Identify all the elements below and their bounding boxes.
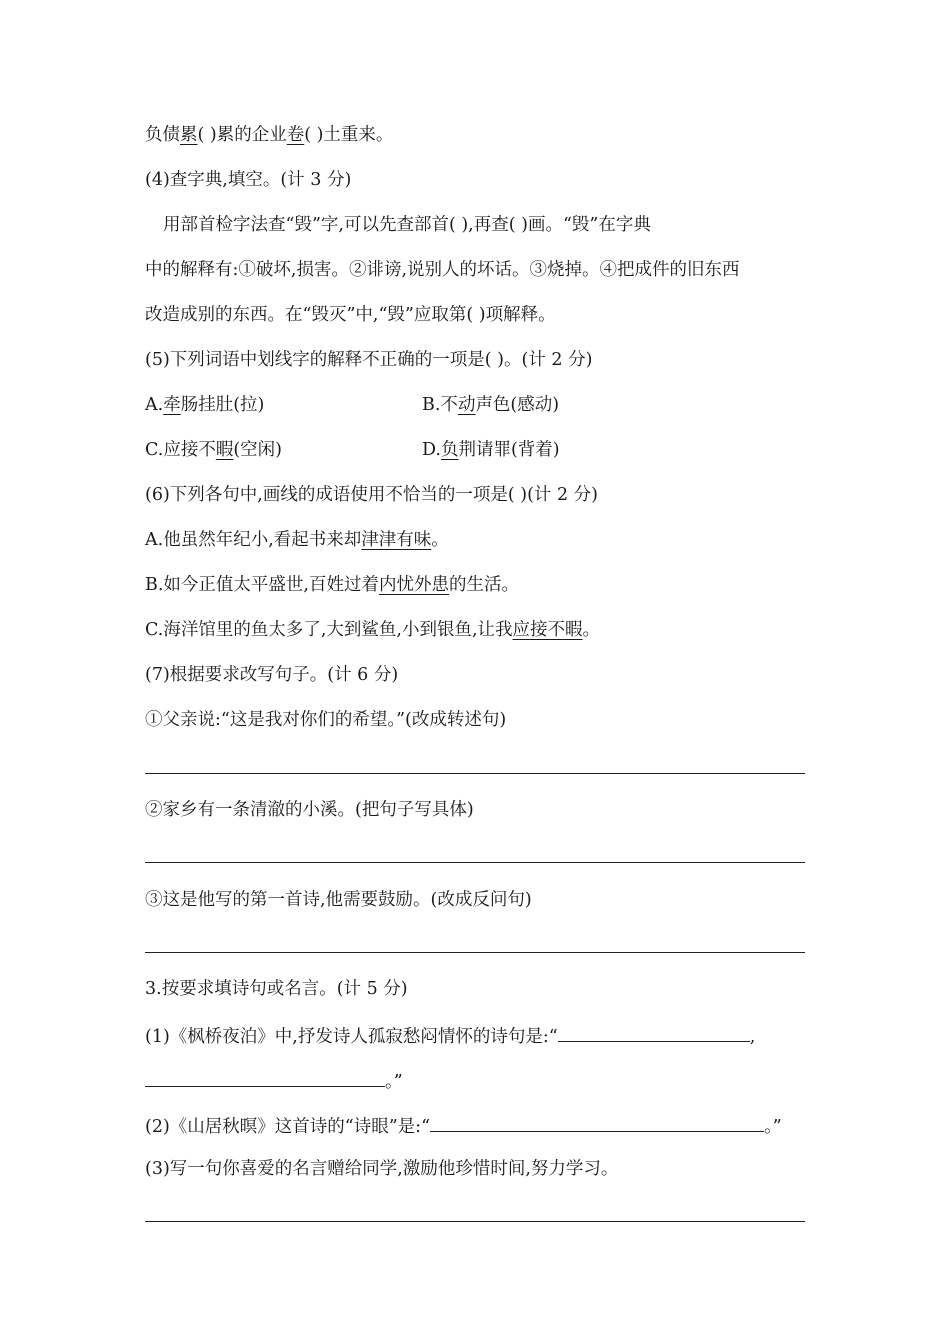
- underlined-char-lei: 累: [180, 125, 198, 145]
- answer-blank-lei[interactable]: ( )累的企业: [197, 125, 287, 145]
- s3-q1-line: (1)《枫桥夜泊》中,抒发诗人孤寂愁闷情怀的诗句是:“ ,: [145, 1021, 755, 1050]
- q6-option-a[interactable]: A.他虽然年纪小,看起书来却津津有味。: [145, 530, 449, 550]
- q6-option-c[interactable]: C.海洋馆里的鱼太多了,大到鲨鱼,小到银鱼,让我应接不暇。: [145, 620, 601, 640]
- q7-item3: ③这是他写的第一首诗,他需要鼓励。(改成反问句): [145, 890, 532, 910]
- q4-line2: 中的解释有:①破坏,损害。②诽谤,说别人的坏话。③烧掉。④把成件的旧东西: [145, 260, 740, 280]
- q4-line1: 用部首检字法查“毁”字,可以先查部首( ),再查( )画。“毁”在字典: [163, 215, 651, 235]
- q7-title: (7)根据要求改写句子。(计 6 分): [145, 665, 399, 685]
- poem-eye-blank[interactable]: [430, 1111, 764, 1132]
- q5-option-c[interactable]: C.应接不暇(空闲): [145, 440, 282, 460]
- s3-q3: (3)写一句你喜爱的名言赠给同学,激励他珍惜时间,努力学习。: [145, 1159, 619, 1179]
- section3-title: 3.按要求填诗句或名言。(计 5 分): [145, 979, 408, 999]
- q7-item1: ①父亲说:“这是我对你们的希望。”(改成转述句): [145, 710, 507, 730]
- q7-item2: ②家乡有一条清澈的小溪。(把句子写具体): [145, 800, 474, 820]
- q5-options-row2: [145, 437, 805, 463]
- q4-line3: 改造成别的东西。在“毁灭”中,“毁”应取第( )项解释。: [145, 305, 556, 325]
- q5-option-d[interactable]: D.负荆请罪(背着): [422, 440, 560, 460]
- q6-title: (6)下列各句中,画线的成语使用不恰当的一项是( )(计 2 分): [145, 485, 598, 505]
- q4-title: (4)查字典,填空。(计 3 分): [145, 170, 352, 190]
- poem-blank-2[interactable]: [145, 1066, 385, 1087]
- s3-q2-line: (2)《山居秋暝》这首诗的“诗眼”是:“ 。”: [145, 1111, 782, 1140]
- answer-line-3[interactable]: [145, 952, 805, 953]
- q5-option-b[interactable]: B.不动声色(感动): [422, 395, 560, 415]
- answer-line-1[interactable]: [145, 773, 805, 774]
- answer-line-motto[interactable]: [145, 1221, 805, 1222]
- answer-line-2[interactable]: [145, 862, 805, 863]
- q5-option-a[interactable]: A.牵肠挂肚(拉): [145, 395, 265, 415]
- answer-blank-juan[interactable]: ( )土重来。: [304, 125, 394, 145]
- s3-q1-line2: 。”: [145, 1066, 403, 1095]
- q5-title: (5)下列词语中划线字的解释不正确的一项是( )。(计 2 分): [145, 350, 593, 370]
- poem-blank-1[interactable]: [558, 1021, 750, 1042]
- q5-options-row1: [145, 392, 805, 418]
- q6-option-b[interactable]: B.如今正值太平盛世,百姓过着内忧外患的生活。: [145, 575, 519, 595]
- q3-tail-line: 负债累( )累的企业卷( )土重来。: [145, 125, 394, 145]
- underlined-char-juan: 卷: [286, 125, 305, 145]
